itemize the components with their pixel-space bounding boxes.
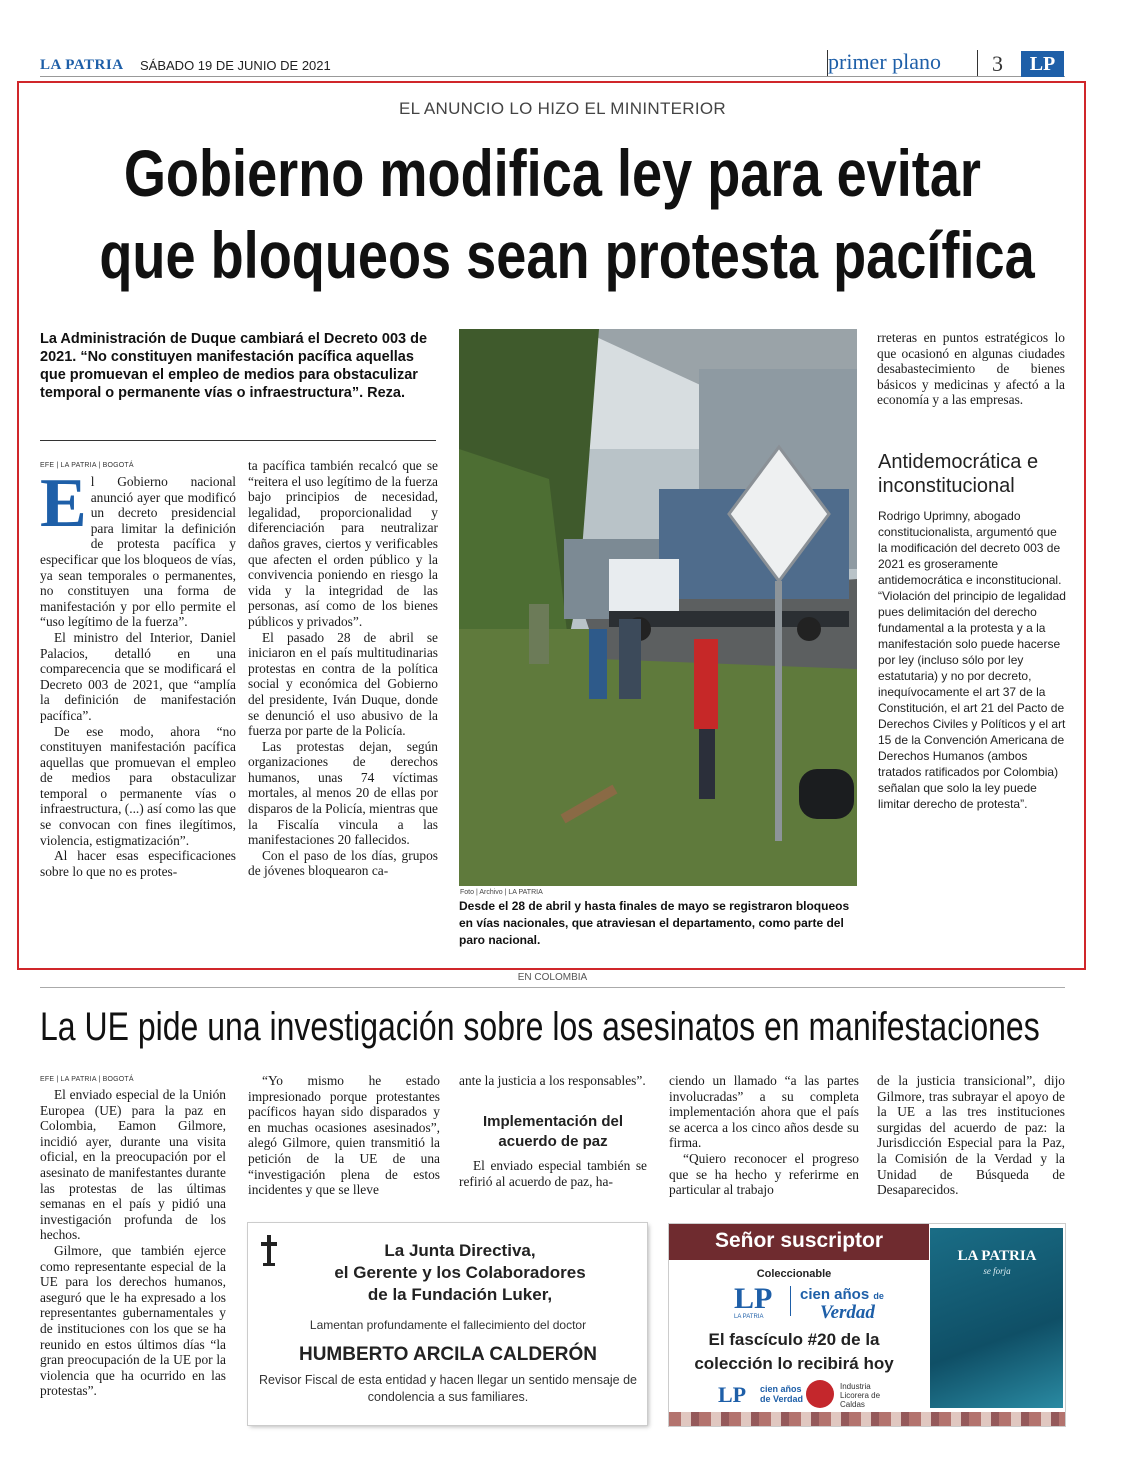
header-rule: [40, 76, 1065, 77]
paragraph: Rodrigo Uprimny, abogado constitucionalista, argumentó que la modificación del decreto 003 de 2021 es groseramente antidemocrática e inconstitucional. “Violación del principio de legalidad pues delimitación del derecho fundamental a la protesta y a la manifestación solo puede hacerse por ley (incluso sólo por ley estatutaria) y no por decreto, inequívocamente el art 37 de la Constitución, el art 21 del Pacto de Derechos Civiles y Políticos y el art 15 de la Convención Americana de Derechos Humanos (ambos tratados ratificados por Colombia) señalan que solo la ley puede limitar derecho de protesta”.: [878, 509, 1066, 811]
paragraph: rreteras en puntos estratégicos lo que ocasionó en algunas ciudades desabastecimiento de bienes básicos y medicinas y afectó a la economía y a las empresas.: [877, 330, 1065, 408]
paragraph: El enviado especial de la Unión Europea (UE) para la paz en Colombia, Eamon Gilmore, incidió ayer, durante una visita oficial, en la preocupación por el asesinato de manifestantes durante las protestas de las últimas semanas en el país y pidió una investigación profunda de los hechos.: [40, 1087, 226, 1243]
ad-ilc-name: Industria Licorera de Caldas: [840, 1382, 881, 1409]
page-number: 3: [992, 51, 1003, 76]
photo-caption: Desde el 28 de abril y hasta finales de mayo se registraron bloqueos en vías nacionales, que atraviesan el departamento, como parte del paro nacional.: [459, 899, 850, 947]
article-kicker: EL ANUNCIO LO HIZO EL MININTERIOR: [399, 99, 726, 118]
paragraph: El enviado especial también se refirió al acuerdo de paz, ha-: [459, 1158, 647, 1189]
article-column-3: [877, 330, 1065, 408]
headline-line-1: Gobierno modifica ley para evitar: [123, 136, 982, 210]
ad-title: Señor suscriptor: [714, 1229, 884, 1252]
lp-logo: LP: [1021, 51, 1064, 77]
quote-column: [878, 508, 1068, 812]
cross-icon: [258, 1233, 280, 1267]
masthead-brand: LA PATRIA: [40, 57, 124, 73]
article2-column-4: [669, 1073, 859, 1198]
section-name: primer plano: [828, 49, 942, 74]
article-deck: La Administración de Duque cambiará el Decreto 003 de 2021. “No constituyen manifestación pacífica aquellas que promuevan el empleo de medios para obstaculizar temporal o permanente vías o infraestructura”. Reza.: [40, 331, 428, 401]
paragraph: “Yo mismo he estado impresionado porque protestantes pacíficos hayan sido disparados y en muchas ocasiones asesinados”, alegó Gilmore, quien transmitió la petición de la UE de una “investigación plena de estos incidentes y que se lleve: [248, 1073, 440, 1198]
byline: EFE | LA PATRIA | BOGOTÁ: [40, 462, 134, 469]
paragraph: Con el paso de los días, grupos de jóvenes bloquearon ca-: [248, 847, 438, 879]
article2-rule: [40, 987, 1065, 988]
photo-credit: Foto | Archivo | LA PATRIA: [460, 889, 543, 896]
subheading: Antidemocrática e inconstitucional: [878, 451, 1039, 497]
paragraph: De ese modo, ahora “no constituyen manifestación pacífica aquellas que promuevan el empleo de medios para obstaculizar temporal o permanente vías o infraestructura, (...) así como las que se convocan con fines ilegítimos, violencia, estigmatización”.: [40, 723, 236, 848]
ad-bottom-cien-anos: cien años de Verdad: [760, 1384, 804, 1404]
paragraph: ciendo un llamado “a las partes involucradas” a su completa implementación ahora que el país se acerca a los cinco años desde su firma.: [669, 1073, 859, 1151]
article2-column-2: [248, 1073, 440, 1198]
paragraph: Las protestas dejan, según organizaciones de derechos humanos, unas 74 víctimas mortales, al menos 20 de ellas por disparos de la Policía, mientras que la Fiscalía vincula a las manifestaciones 20 fallecidos.: [248, 738, 438, 848]
obituary-message: Revisor Fiscal de esta entidad y hacen llegar un sentido mensaje de condolencia a sus familiares.: [259, 1373, 637, 1404]
article2-column-3: [459, 1073, 647, 1089]
ad-bottom-lp-logo: LP: [718, 1382, 747, 1407]
ad-verdad: Verdad: [820, 1302, 875, 1323]
ad-de-text: de: [873, 1291, 884, 1301]
ad-fasciculo-text: El fascículo #20 de la colección lo recibirá hoy: [694, 1330, 894, 1373]
roadblock-photo-illustration: [459, 329, 857, 886]
paragraph: Gilmore, que también ejerce como representante especial de la UE para los derechos humanos, aseguró que le ha expresado a los representantes gubernamentales y de instituciones con los que se ha reunido en estos últimos días “la gran preocupación de la UE por la violencia que ha ocurrido en las protestas”.: [40, 1242, 226, 1399]
section-divider-right: [977, 50, 978, 76]
article2-column-3b: [459, 1158, 647, 1189]
article2-kicker: EN COLOMBIA: [517, 972, 588, 983]
paragraph: l Gobierno nacional anunció ayer que modificó un decreto presidencial para limitar la definición de protesta pacífica y especificar que los bloqueos de vías, ya sean temporales o permanentes, no constituyen una forma de manifestación y por ello permite el “uso legítimo de la fuerza”.: [40, 474, 236, 630]
issue-date: SÁBADO 19 DE JUNIO DE 2021: [140, 58, 331, 73]
ad-lp-logo: LP: [734, 1282, 773, 1315]
paragraph: Al hacer esas especificaciones sobre lo que no es protes-: [40, 848, 236, 879]
ad-decorative-strip: [669, 1412, 1065, 1426]
obituary-name: HUMBERTO ARCILA CALDERÓN: [298, 1344, 597, 1365]
ad-cien-anos: [800, 1286, 884, 1303]
obituary-line-3: de la Fundación Luker,: [367, 1285, 553, 1304]
ad-cien-text: cien años: [800, 1286, 870, 1303]
ad-book-subtitle: se forja: [983, 1266, 1011, 1276]
headline-line-2: que bloqueos sean protesta pacífica: [99, 218, 1035, 292]
article2-subheading: Implementación del acuerdo de paz: [482, 1113, 624, 1150]
ad-lp-subtitle: LA PATRIA: [734, 1314, 764, 1320]
article2-headline: La UE pide una investigación sobre los asesinatos en manifestaciones: [40, 1005, 1040, 1049]
ad-logo-divider: [790, 1286, 791, 1316]
obituary-line-1: La Junta Directiva,: [384, 1241, 536, 1260]
paragraph: ta pacífica también recalcó que se “reitera el uso legítimo de la fuerza bajo principios de necesidad, legalidad, proporcionalidad y diferenciación para neutralizar daños graves, ciertos y verificables que afecten el orden público y la convivencia poniendo en riesgo la vida y la integridad de las personas, así como de los bienes públicos y privados”.: [248, 458, 438, 629]
article2-column-1: [40, 1087, 226, 1399]
article2-column-5: [877, 1073, 1065, 1198]
paragraph: “Quiero reconocer el progreso que se ha hecho y referirme en particular al trabajo: [669, 1150, 859, 1198]
news-photo: [459, 329, 857, 886]
paragraph: El pasado 28 de abril se iniciaron en el país multitudinarias protestas en contra de la política social y económica del Gobierno del presidente, Iván Duque, donde se denunció el uso abusivo de la fuerza por parte de la Policía.: [248, 629, 438, 739]
obituary-line-4: Lamentan profundamente el fallecimiento del doctor: [309, 1318, 587, 1332]
obituary-line-2: el Gerente y los Colaboradores: [334, 1263, 586, 1282]
ad-book-title: LA PATRIA: [957, 1248, 1037, 1264]
drop-cap: E: [40, 465, 87, 542]
deck-rule: [40, 440, 436, 441]
paragraph: ante la justicia a los responsables”.: [459, 1073, 646, 1088]
paragraph: El ministro del Interior, Daniel Palacios, detalló en una comparecencia que se modificará el Decreto 003 de 2021, que “amplía la definición de manifestación pacífica”.: [40, 629, 236, 723]
ad-collectible-label: Coleccionable: [756, 1268, 832, 1280]
ilc-seal-icon: [806, 1380, 834, 1408]
article2-byline: EFE | LA PATRIA | BOGOTÁ: [40, 1076, 134, 1083]
article-column-2: [248, 458, 438, 879]
paragraph: de la justicia transicional”, dijo Gilmore, tras subrayar el apoyo de la UE a las tres instituciones surgidas del acuerdo de paz: la Jurisdicción Especial para la Paz, la Comisión de la Verdad y la Unidad de Búsqueda de Desaparecidos.: [877, 1073, 1065, 1198]
